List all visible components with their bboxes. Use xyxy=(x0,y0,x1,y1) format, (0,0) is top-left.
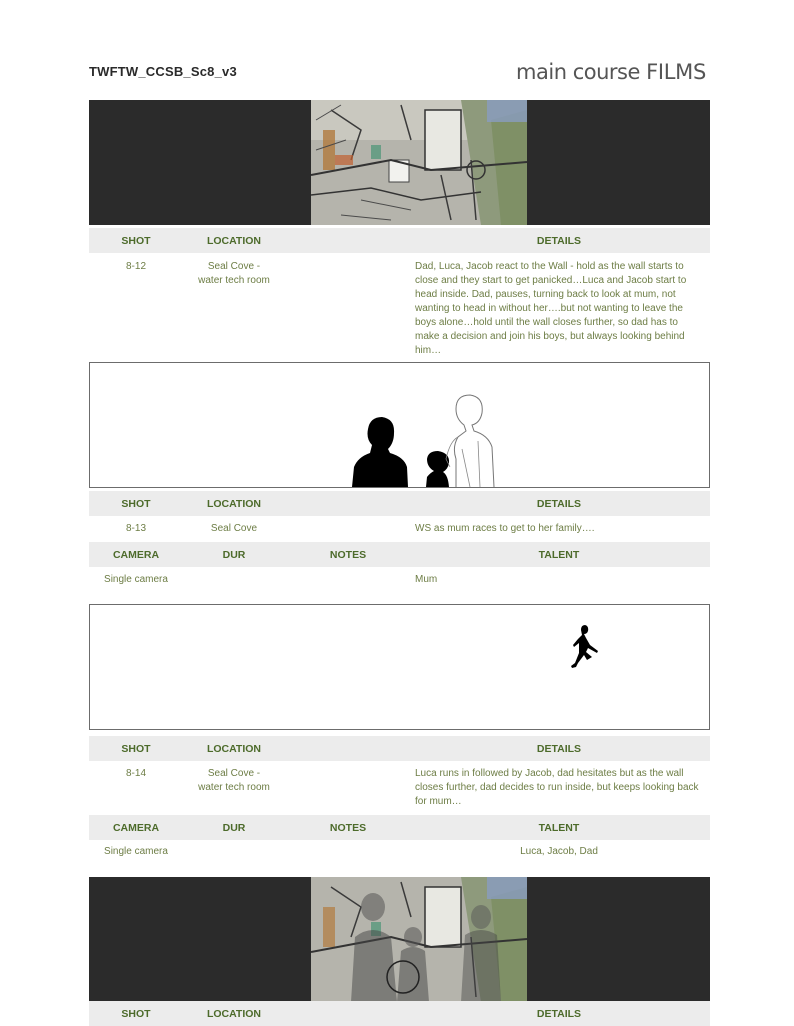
details-header: DETAILS xyxy=(536,1008,582,1020)
camera-header-row-8-13 xyxy=(89,542,710,567)
sketch-image-family-running-inside xyxy=(311,877,527,1002)
dur-header: DUR xyxy=(222,549,246,561)
location-header: LOCATION xyxy=(206,235,262,247)
storyboard-frame-8-14 xyxy=(89,604,710,730)
sketch-image-water-tech-room xyxy=(311,100,527,225)
shot-row-8-12 xyxy=(89,260,710,360)
shot-header: SHOT xyxy=(121,498,151,510)
shot-header-row-8-14 xyxy=(89,736,710,761)
details-header: DETAILS xyxy=(536,235,582,247)
storyboard-frame-8-12 xyxy=(89,100,710,225)
talent-value: Mum xyxy=(415,574,438,585)
shot-details: Dad, Luca, Jacob react to the Wall - hold as the wall starts to close and they start to get panicked…Luca and Jacob start to head inside. Dad, pauses, turning back to look at mum, not wanting to head in without her….but not wanting to leave the boys alone…hold until the wall closes further, so dad has to make a decision and join his boys, but always looking behind him… xyxy=(415,261,687,356)
document-title: TWFTW_CCSB_Sc8_v3 xyxy=(89,64,237,79)
shot-header-row-8-13 xyxy=(89,491,710,516)
location-header: LOCATION xyxy=(206,743,262,755)
camera-value: Single camera xyxy=(104,574,168,585)
camera-header: CAMERA xyxy=(112,822,160,834)
location-line-1: Seal Cove - xyxy=(207,261,261,272)
shot-row-8-14 xyxy=(89,767,710,813)
location-header: LOCATION xyxy=(206,498,262,510)
location-line-2: water tech room xyxy=(198,275,270,286)
camera-header: CAMERA xyxy=(112,549,160,561)
notes-header: NOTES xyxy=(329,822,367,834)
details-header: DETAILS xyxy=(536,743,582,755)
storyboard-frame-8-13 xyxy=(89,362,710,488)
shot-header: SHOT xyxy=(121,1008,151,1020)
logo-main-text: main course xyxy=(516,60,640,84)
details-header: DETAILS xyxy=(536,498,582,510)
location-header: LOCATION xyxy=(206,1008,262,1020)
shot-number: 8-12 xyxy=(125,261,146,272)
shot-details: Luca runs in followed by Jacob, dad hesitates but as the wall closes further, dad decides to run inside, but keeps looking back for mum… xyxy=(415,768,699,807)
shot-header-row-next xyxy=(89,1001,710,1026)
shot-header: SHOT xyxy=(121,235,151,247)
location-line-2: water tech room xyxy=(198,782,270,793)
shot-number: 8-14 xyxy=(125,768,146,779)
logo-films-text: FILMS xyxy=(646,60,706,84)
talent-header: TALENT xyxy=(538,822,580,834)
shot-number: 8-13 xyxy=(125,523,146,534)
sketch-image-running-figure xyxy=(90,605,709,729)
company-logo xyxy=(516,60,706,84)
dur-header: DUR xyxy=(222,822,246,834)
sketch-image-family-silhouettes xyxy=(90,363,709,487)
shot-header-row-8-12 xyxy=(89,228,710,253)
shot-row-8-13 xyxy=(89,522,710,540)
storyboard-frame-next xyxy=(89,877,710,1002)
talent-header: TALENT xyxy=(538,549,580,561)
notes-header: NOTES xyxy=(329,549,367,561)
camera-row-8-13 xyxy=(89,573,710,591)
camera-value: Single camera xyxy=(104,846,168,857)
location-line-1: Seal Cove xyxy=(210,523,258,534)
camera-row-8-14 xyxy=(89,845,710,863)
camera-header-row-8-14 xyxy=(89,815,710,840)
shot-header: SHOT xyxy=(121,743,151,755)
location-line-1: Seal Cove - xyxy=(207,768,261,779)
shot-details: WS as mum races to get to her family…. xyxy=(415,523,595,534)
talent-value: Luca, Jacob, Dad xyxy=(520,846,598,857)
